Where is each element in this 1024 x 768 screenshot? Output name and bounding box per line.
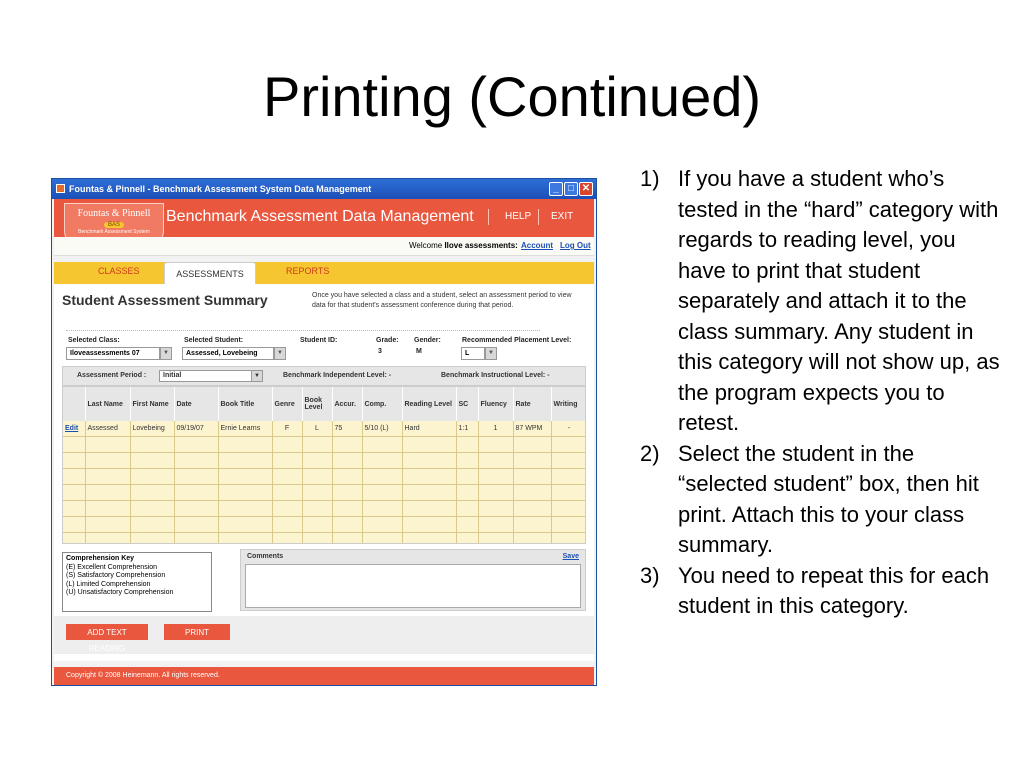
gender-value: M bbox=[416, 348, 422, 355]
exit-link[interactable]: EXIT bbox=[551, 211, 574, 222]
table-row bbox=[63, 421, 586, 437]
header-divider bbox=[488, 209, 489, 225]
table-row bbox=[63, 469, 586, 485]
logo-line2: BAS bbox=[104, 222, 124, 228]
close-button[interactable]: ✕ bbox=[579, 182, 593, 196]
table-row bbox=[63, 453, 586, 469]
key-item: (U) Unsatisfactory Comprehension bbox=[66, 589, 174, 596]
column-header: Last Name bbox=[85, 387, 130, 421]
summary-title: Student Assessment Summary bbox=[62, 292, 268, 308]
instructional-level: Benchmark Instructional Level: - bbox=[441, 372, 550, 379]
list-item bbox=[640, 164, 1000, 439]
welcome-prefix: Welcome bbox=[409, 241, 443, 250]
table-cell: 1:1 bbox=[456, 421, 478, 437]
key-item: (L) Limited Comprehension bbox=[66, 580, 151, 588]
tab-classes[interactable]: CLASSES bbox=[98, 266, 140, 276]
account-link[interactable]: Account bbox=[521, 241, 553, 250]
add-text-reading-button[interactable]: ADD TEXT READING bbox=[66, 624, 148, 640]
student-select[interactable]: Assessed, Lovebeing bbox=[182, 347, 274, 360]
assessment-summary-panel bbox=[54, 284, 594, 661]
grade-label: Grade: bbox=[376, 337, 399, 344]
key-item: (S) Satisfactory Comprehension bbox=[66, 572, 166, 579]
student-label: Selected Student: bbox=[184, 337, 244, 344]
column-header: Accur. bbox=[332, 387, 362, 421]
table-row bbox=[63, 517, 586, 533]
action-bar bbox=[54, 616, 594, 654]
period-label: Assessment Period : bbox=[77, 372, 147, 379]
list-item bbox=[640, 439, 1000, 561]
copyright-footer: Copyright © 2008 Heinemann. All rights reserved. bbox=[54, 667, 594, 685]
comments-title: Comments bbox=[247, 553, 284, 560]
tab-assessments[interactable]: ASSESSMENTS bbox=[164, 262, 256, 284]
chevron-down-icon[interactable]: ▼ bbox=[274, 347, 286, 360]
list-item bbox=[640, 561, 1000, 622]
comprehension-key bbox=[62, 552, 212, 612]
period-select[interactable]: Initial bbox=[159, 370, 263, 382]
app-header bbox=[54, 199, 594, 237]
chevron-down-icon[interactable]: ▼ bbox=[485, 347, 497, 360]
column-header: Comp. bbox=[362, 387, 402, 421]
welcome-bar bbox=[54, 237, 594, 256]
list-text: If you have a student who’s tested in the “hard” category with regards to reading level, you have to print that student separately and attach it to the class summary. Any student in this category will not show up, as the program expects you to retest. bbox=[678, 166, 1000, 435]
class-label: Selected Class: bbox=[68, 337, 120, 344]
help-link[interactable]: HELP bbox=[505, 211, 532, 222]
maximize-button[interactable]: □ bbox=[564, 182, 578, 196]
window-title: Fountas & Pinnell - Benchmark Assessment System Data Management bbox=[69, 184, 372, 194]
column-header: Date bbox=[174, 387, 218, 421]
welcome-user: Ilove assessments: bbox=[444, 241, 518, 250]
column-header: Book Level bbox=[302, 387, 332, 421]
window-titlebar[interactable] bbox=[52, 179, 596, 199]
key-item: (E) Excellent Comprehension bbox=[66, 563, 158, 571]
column-header: Book Title bbox=[218, 387, 272, 421]
app-window bbox=[51, 178, 597, 686]
chevron-down-icon[interactable]: ▼ bbox=[251, 370, 263, 382]
table-cell: Hard bbox=[402, 421, 456, 437]
slide-title: Printing (Continued) bbox=[262, 65, 762, 128]
chevron-down-icon[interactable]: ▼ bbox=[160, 347, 172, 360]
table-row bbox=[63, 485, 586, 501]
comments-panel bbox=[240, 549, 586, 611]
column-header: SC bbox=[456, 387, 478, 421]
header-divider bbox=[538, 209, 539, 225]
column-header: First Name bbox=[130, 387, 174, 421]
list-number: 3) bbox=[640, 562, 660, 588]
independent-level: Benchmark Independent Level: - bbox=[283, 372, 392, 379]
table-cell: 5/10 (L) bbox=[362, 421, 402, 437]
table-cell: 87 WPM bbox=[513, 421, 551, 437]
tab-reports[interactable]: REPORTS bbox=[286, 266, 330, 276]
summary-instructions: Once you have selected a class and a student, select an assessment period to view data for that student's assessment conference during that period. bbox=[312, 292, 572, 309]
print-button[interactable]: PRINT bbox=[164, 624, 230, 640]
app-icon bbox=[56, 184, 65, 193]
minimize-button[interactable]: _ bbox=[549, 182, 563, 196]
nav-tabs bbox=[54, 262, 594, 284]
placement-select[interactable]: L bbox=[461, 347, 485, 360]
gender-label: Gender: bbox=[414, 337, 441, 344]
list-number: 2) bbox=[640, 440, 660, 466]
assessment-table bbox=[62, 386, 586, 544]
divider bbox=[66, 330, 540, 331]
table-cell: F bbox=[272, 421, 302, 437]
table-cell: - bbox=[551, 421, 586, 437]
list-text: Select the student in the “selected student” box, then hit print. Attach this to your class summary. bbox=[678, 440, 979, 557]
column-header: Genre bbox=[272, 387, 302, 421]
placement-label: Recommended Placement Level: bbox=[462, 337, 572, 344]
table-row bbox=[63, 501, 586, 517]
column-header: Reading Level bbox=[402, 387, 456, 421]
grade-value: 3 bbox=[378, 348, 382, 355]
table-cell: 1 bbox=[478, 421, 513, 437]
logout-link[interactable]: Log Out bbox=[560, 241, 591, 250]
logo-line1: Fountas & Pinnell bbox=[77, 208, 151, 219]
table-row bbox=[63, 437, 586, 453]
welcome-text bbox=[409, 237, 518, 255]
column-header: Rate bbox=[513, 387, 551, 421]
assessment-period-bar bbox=[62, 366, 586, 386]
column-header: Fluency bbox=[478, 387, 513, 421]
instructions-list bbox=[640, 164, 1000, 622]
logo-line3: Benchmark Assessment System bbox=[78, 229, 150, 235]
table-cell: 75 bbox=[332, 421, 362, 437]
edit-link[interactable]: Edit bbox=[63, 421, 85, 437]
column-header: Writing bbox=[551, 387, 586, 421]
app-title: Benchmark Assessment Data Management bbox=[166, 208, 474, 225]
column-header bbox=[63, 387, 85, 421]
table-cell: Assessed bbox=[85, 421, 130, 437]
table-cell: L bbox=[302, 421, 332, 437]
list-text: You need to repeat this for each student in this category. bbox=[678, 562, 990, 618]
table-cell: 09/19/07 bbox=[174, 421, 218, 437]
table-header-row bbox=[63, 387, 586, 421]
table-row bbox=[63, 533, 586, 545]
class-select[interactable]: Iloveassessments 07 bbox=[66, 347, 160, 360]
list-number: 1) bbox=[640, 166, 660, 191]
table-cell: Ernie Learns bbox=[218, 421, 272, 437]
save-link[interactable]: Save bbox=[562, 553, 579, 560]
student-id-label: Student ID: bbox=[300, 337, 338, 344]
comments-input[interactable] bbox=[245, 564, 581, 608]
table-cell: Lovebeing bbox=[130, 421, 174, 437]
key-title: Comprehension Key bbox=[66, 555, 135, 562]
